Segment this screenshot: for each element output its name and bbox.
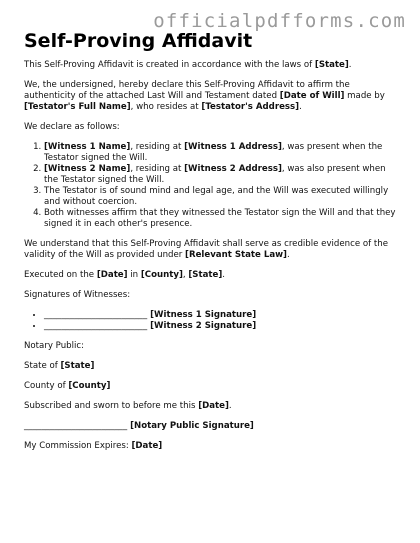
commission-expires-line	[24, 441, 400, 452]
notary-signature-placeholder: [Notary Public Signature]	[127, 421, 254, 431]
declaration-list	[24, 142, 400, 230]
subscribed-text: Subscribed and sworn to before me this	[24, 401, 199, 411]
declaration-item-3: 3. The Testator is of sound mind and legal age, and the Will was executed willingly and without coercion.	[44, 186, 400, 208]
witness-1-address-placeholder: [Witness 1 Address]	[184, 142, 282, 152]
witness-2-name-placeholder: [Witness 2 Name]	[44, 164, 131, 174]
intro-state-placeholder: [State]	[314, 60, 349, 70]
document-title: Self-Proving Affidavit	[24, 30, 253, 52]
executed-text-3: ,	[182, 270, 189, 280]
item-1-text-2: , was present when the Testator signed the Will.	[44, 142, 383, 163]
executed-date-placeholder: [Date]	[96, 270, 128, 280]
executed-text-4: .	[222, 270, 225, 280]
declaration-text-3: , who resides at	[130, 102, 202, 112]
declaration-item-4: 4. Both witnesses affirm that they witnessed the Testator sign the Will and that they signed it in each other's presence.	[44, 208, 400, 230]
county-of-line	[24, 381, 400, 392]
understanding-end: .	[286, 250, 290, 260]
item-2-text-1: , residing at	[130, 164, 185, 174]
executed-text-2: in	[127, 270, 141, 280]
subscribed-line	[24, 401, 400, 412]
subscribed-date-placeholder: [Date]	[198, 401, 229, 411]
executed-paragraph	[24, 270, 400, 281]
notary-public-label: Notary Public:	[24, 341, 85, 351]
document-body	[24, 60, 400, 461]
subscribed-end: .	[228, 401, 232, 411]
declaration-item-1	[44, 142, 400, 164]
witness-signature-list	[24, 310, 400, 332]
state-of-line	[24, 361, 400, 372]
declaration-text-1: We, the undersigned, hereby declare this Self-Proving Affidavit to affirm the authenticity of the attached Last Will and Testament dated	[24, 80, 350, 101]
witness-2-signature-placeholder: [Witness 2 Signature]	[147, 321, 257, 331]
county-of-placeholder: [County]	[68, 381, 111, 391]
county-of-label: County of	[24, 381, 69, 391]
declaration-item-2	[44, 164, 400, 186]
intro-text: This Self-Proving Affidavit is created in accordance with the laws of	[24, 60, 315, 70]
understanding-text: We understand that this Self-Proving Affidavit shall serve as credible evidence of the validity of the Will as provided under	[24, 239, 388, 260]
understanding-paragraph	[24, 239, 400, 261]
witness-1-signature-placeholder: [Witness 1 Signature]	[147, 310, 257, 320]
will-date-placeholder: [Date of Will]	[279, 91, 345, 101]
signature-blank: ________________________	[24, 421, 128, 431]
witness-2-signature-line	[44, 321, 400, 332]
state-of-label: State of	[24, 361, 61, 371]
state-law-placeholder: [Relevant State Law]	[185, 250, 287, 260]
commission-expires-label: My Commission Expires:	[24, 441, 132, 451]
executed-state-placeholder: [State]	[188, 270, 223, 280]
testator-name-placeholder: [Testator's Full Name]	[24, 102, 131, 112]
witness-2-address-placeholder: [Witness 2 Address]	[184, 164, 282, 174]
signature-blank: ________________________	[44, 321, 148, 331]
state-of-placeholder: [State]	[60, 361, 95, 371]
signatures-label: Signatures of Witnesses:	[24, 290, 131, 300]
witness-1-name-placeholder: [Witness 1 Name]	[44, 142, 131, 152]
declare-follows-text: We declare as follows:	[24, 122, 120, 132]
testator-address-placeholder: [Testator's Address]	[201, 102, 300, 112]
witness-1-signature-line	[44, 310, 400, 321]
commission-date-placeholder: [Date]	[131, 441, 163, 451]
declaration-paragraph	[24, 80, 400, 113]
intro-paragraph	[24, 60, 400, 71]
executed-county-placeholder: [County]	[140, 270, 183, 280]
item-2-text-2: , was also present when the Testator signed the Will.	[44, 164, 386, 185]
item-1-text-1: , residing at	[130, 142, 185, 152]
declaration-text-2: made by	[344, 91, 385, 101]
signature-blank: ________________________	[44, 310, 148, 320]
site-watermark: officialpdfforms.com	[153, 10, 406, 32]
intro-end: .	[348, 60, 352, 70]
declaration-text-4: .	[299, 102, 302, 112]
executed-text-1: Executed on the	[24, 270, 97, 280]
notary-signature-line	[24, 421, 400, 432]
